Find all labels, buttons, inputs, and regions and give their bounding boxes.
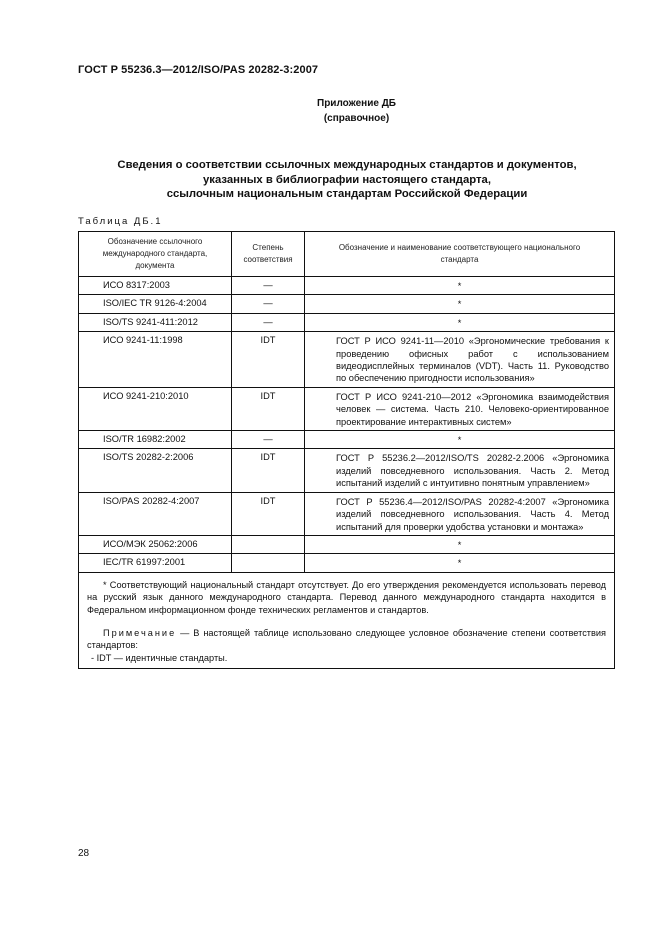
- cell-national: [305, 332, 615, 388]
- document-header: ГОСТ Р 55236.3—2012/ISO/PAS 20282-3:2007: [78, 64, 319, 76]
- column-header-degree: Степень соответствия: [232, 232, 305, 277]
- title-line: указанных в библиографии настоящего стандарта,: [203, 173, 491, 186]
- cell-national: [305, 387, 615, 430]
- cell-reference: ISO/TS 9241-411:2012: [79, 313, 232, 331]
- annex-subtitle: (справочное): [323, 113, 390, 124]
- table-row: [79, 295, 615, 313]
- cell-degree: IDT: [232, 492, 305, 535]
- cell-degree: —: [232, 295, 305, 313]
- annex-title: Приложение ДБ: [317, 98, 396, 109]
- cell-national: *: [305, 313, 615, 331]
- cell-degree: —: [232, 277, 305, 295]
- cell-degree: IDT: [232, 332, 305, 388]
- cell-national: [305, 449, 615, 492]
- cell-national-text: ГОСТ Р ИСО 9241-11—2010 «Эргономические требования к проведению офисных работ с использованием видеодисплейных терминалов (VDT). Часть 11. Руководство по обеспечению пригодности использования»: [336, 336, 609, 384]
- cell-national-text: ГОСТ Р 55236.4—2012/ISO/PAS 20282-4:2007 «Эргономика изделий повседневного использования. Часть 4. Метод испытаний для проверки удобства установки и монтажа»: [336, 496, 609, 532]
- table-row: [79, 535, 615, 553]
- table-footer-row: [79, 572, 615, 669]
- table-row: [79, 313, 615, 331]
- cell-reference: ИСО/МЭК 25062:2006: [79, 535, 232, 553]
- title-line: Сведения о соответствии ссылочных международных стандартов и документов,: [117, 159, 577, 171]
- section-title: [80, 158, 614, 202]
- cell-national-text: ГОСТ Р 55236.2—2012/ISO/TS 20282-2.2006 «Эргономика изделий повседневного использования. Часть 2. Метод испытаний изделий с интуитивно понятным управлением»: [336, 453, 609, 489]
- cell-national: *: [305, 295, 615, 313]
- cell-degree: [232, 535, 305, 553]
- cell-degree: IDT: [232, 449, 305, 492]
- table-note: [87, 627, 606, 652]
- cell-reference: ISO/IEC TR 9126-4:2004: [79, 295, 232, 313]
- table-row: [79, 492, 615, 535]
- cell-national: *: [305, 277, 615, 295]
- cell-degree: —: [232, 431, 305, 449]
- table-footnote: * Соответствующий национальный стандарт отсутствует. До его утверждения рекомендуется использовать перевод на русский язык данного международного стандарта. Перевод данного международного стандарта находится в Федеральном информационном фонде технических регламентов и стандартов.: [87, 579, 606, 615]
- cell-reference: ISO/PAS 20282-4:2007: [79, 492, 232, 535]
- cell-reference: ИСО 9241-11:1998: [79, 332, 232, 388]
- cell-degree: IDT: [232, 387, 305, 430]
- table-row: [79, 554, 615, 572]
- table-row: [79, 332, 615, 388]
- title-line: ссылочным национальным стандартам Российской Федерации: [166, 188, 528, 200]
- table-caption: Таблица ДБ.1: [78, 216, 163, 227]
- column-header-national: Обозначение и наименование соответствующего национального стандарта: [305, 232, 615, 277]
- cell-reference: ISO/TS 20282-2:2006: [79, 449, 232, 492]
- table-row: [79, 449, 615, 492]
- cell-reference: ИСО 8317:2003: [79, 277, 232, 295]
- cell-reference: IEC/TR 61997:2001: [79, 554, 232, 572]
- page-number: 28: [78, 848, 90, 859]
- note-text: — В настоящей таблице использовано следующее условное обозначение степени соответствия стандартов:: [87, 627, 606, 651]
- cell-national: *: [305, 431, 615, 449]
- cell-degree: —: [232, 313, 305, 331]
- table-header-row: [79, 232, 615, 277]
- table-row: [79, 431, 615, 449]
- table-row: [79, 277, 615, 295]
- cell-degree: [232, 554, 305, 572]
- cell-national: [305, 492, 615, 535]
- cell-national: *: [305, 554, 615, 572]
- conformity-table: [78, 231, 615, 669]
- table-row: [79, 387, 615, 430]
- note-item: - IDT — идентичные стандарты.: [91, 652, 228, 663]
- note-label: Примечание: [103, 627, 177, 638]
- cell-national-text: ГОСТ Р ИСО 9241-210—2012 «Эргономика взаимодействия человек — система. Часть 210. Человеко-ориентированное проектирование интерактивных систем»: [336, 391, 609, 427]
- column-header-reference: Обозначение ссылочного международного стандарта, документа: [79, 232, 232, 277]
- cell-reference: ИСО 9241-210:2010: [79, 387, 232, 430]
- cell-national: *: [305, 535, 615, 553]
- table-footer: [79, 572, 615, 669]
- cell-reference: ISO/TR 16982:2002: [79, 431, 232, 449]
